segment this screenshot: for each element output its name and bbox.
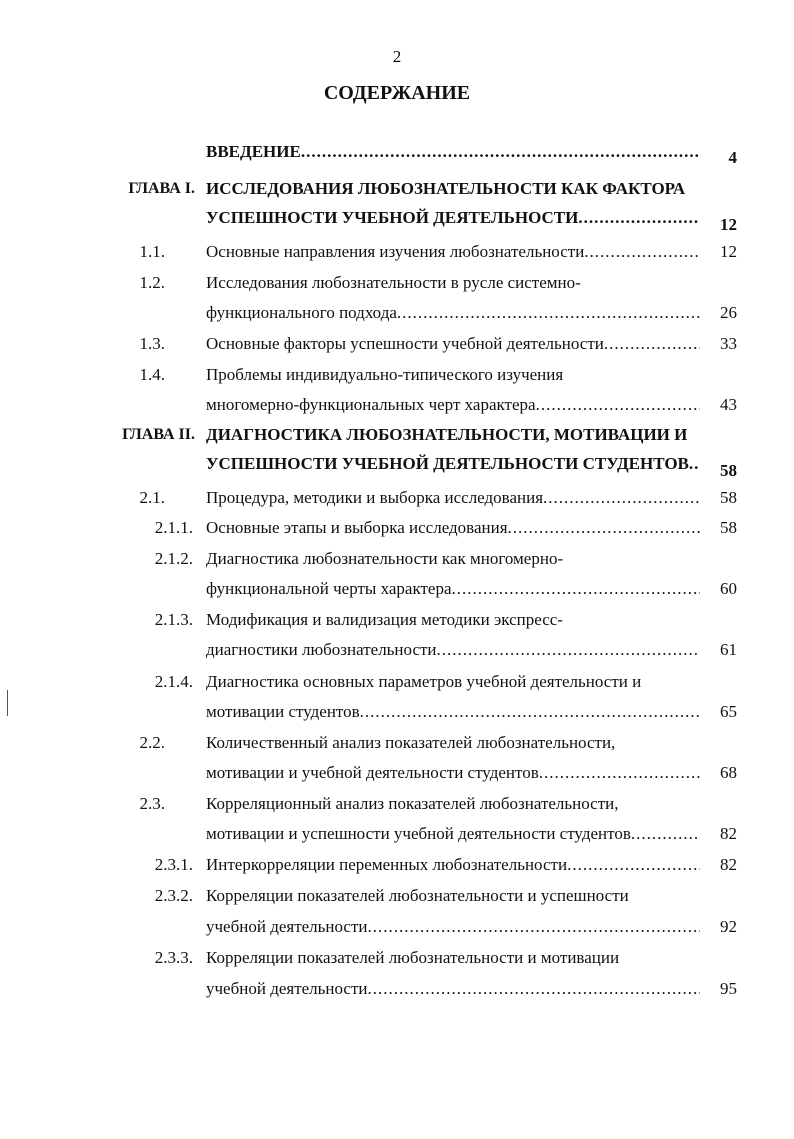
chapter-label: ГЛАВА II. — [122, 426, 195, 443]
chapter-title-line1: ИССЛЕДОВАНИЯ ЛЮБОЗНАТЕЛЬНОСТИ КАК ФАКТОРА — [206, 179, 686, 198]
section-title-line1: Количественный анализ показателей любознательности, — [206, 733, 616, 752]
toc-page-number: 12 — [720, 242, 737, 261]
leader-dots — [539, 759, 700, 787]
section-label: 2.3. — [139, 794, 165, 813]
section-title-line1: Корреляционный анализ показателей любознательности, — [206, 794, 619, 813]
section-title-line2: мотивации и учебной деятельности студентов — [206, 763, 539, 782]
section-label: 1.3. — [139, 334, 165, 353]
toc-entry-2-2-cont — [0, 759, 794, 787]
subsection-label: 2.1.1. — [154, 518, 193, 537]
subsection-title-line2: функциональной черты характера — [206, 579, 452, 598]
section-label: 2.2. — [139, 733, 165, 752]
toc-chapter-1 — [0, 175, 794, 203]
toc-entry-2-3-1 — [0, 851, 794, 879]
subsection-label: 2.1.3. — [154, 610, 193, 629]
toc-entry-text: ВВЕДЕНИЕ — [206, 142, 301, 161]
section-title: Основные факторы успешности учебной деятельности — [206, 334, 604, 353]
leader-dots — [508, 514, 700, 542]
subsection-title-line2: мотивации студентов — [206, 702, 360, 721]
section-title-line1: Проблемы индивидуально-типического изучения — [206, 365, 564, 384]
section-title: Основные направления изучения любознательности — [206, 242, 585, 261]
leader-dots — [689, 450, 700, 478]
chapter-label: ГЛАВА I. — [128, 180, 195, 197]
section-title-line2: функционального подхода — [206, 303, 397, 322]
leader-dots — [543, 484, 700, 512]
leader-dots — [301, 138, 700, 166]
toc-entry-2-1-1 — [0, 514, 794, 542]
leader-dots — [437, 636, 700, 664]
subsection-title: Основные этапы и выборка исследования — [206, 518, 508, 537]
toc-page-number: 82 — [720, 824, 737, 843]
leader-dots — [631, 820, 700, 848]
toc-entry-2-1 — [0, 484, 794, 512]
leader-dots — [452, 575, 700, 603]
page-number: 2 — [392, 47, 402, 66]
toc-page-number: 43 — [720, 395, 737, 414]
toc-entry-1-1 — [0, 238, 794, 266]
section-label: 2.1. — [139, 488, 165, 507]
toc-entry-1-4 — [0, 361, 794, 389]
toc-page-number: 58 — [720, 488, 737, 507]
toc-entry-2-1-4 — [0, 668, 794, 696]
toc-entry-1-3 — [0, 330, 794, 358]
section-label: 1.2. — [139, 273, 165, 292]
subsection-label: 2.3.1. — [154, 855, 193, 874]
toc-entry-1-2-cont — [0, 299, 794, 327]
subsection-title: Интеркорреляции переменных любознательности — [206, 855, 568, 874]
toc-entry-intro — [0, 138, 794, 166]
toc-entry-2-1-4-cont — [0, 698, 794, 726]
chapter-title-line1: ДИАГНОСТИКА ЛЮБОЗНАТЕЛЬНОСТИ, МОТИВАЦИИ И — [206, 425, 688, 444]
toc-page-number: 58 — [720, 461, 737, 480]
section-title-line2: мотивации и успешности учебной деятельности студентов — [206, 824, 631, 843]
chapter-title-line2: УСПЕШНОСТИ УЧЕБНОЙ ДЕЯТЕЛЬНОСТИ — [206, 208, 579, 227]
section-title-line1: Исследования любознательности в русле системно- — [206, 273, 581, 292]
toc-chapter-2 — [0, 421, 794, 449]
subsection-title-line1: Диагностика основных параметров учебной деятельности и — [206, 672, 642, 691]
section-title: Процедура, методики и выборка исследования — [206, 488, 544, 507]
toc-title: СОДЕРЖАНИЕ — [323, 82, 471, 104]
leader-dots — [584, 238, 700, 266]
leader-dots — [360, 698, 700, 726]
toc-entry-2-3-3 — [0, 944, 794, 972]
toc-entry-2-1-3 — [0, 606, 794, 634]
toc-entry-1-2 — [0, 269, 794, 297]
section-label: 1.4. — [139, 365, 165, 384]
chapter-title-line2: УСПЕШНОСТИ УЧЕБНОЙ ДЕЯТЕЛЬНОСТИ СТУДЕНТОВ — [206, 454, 689, 473]
toc-entry-1-4-cont — [0, 391, 794, 419]
subsection-title-line1: Диагностика любознательности как многомерно- — [206, 549, 564, 568]
toc-page-number: 92 — [720, 917, 737, 936]
subsection-label: 2.1.2. — [154, 549, 193, 568]
leader-dots — [567, 851, 700, 879]
toc-entry-2-3-2 — [0, 882, 794, 910]
leader-dots — [368, 913, 700, 941]
section-title-line2: многомерно-функциональных черт характера — [206, 395, 536, 414]
toc-page-number: 58 — [720, 518, 737, 537]
subsection-title-line1: Модификация и валидизация методики экспресс- — [206, 610, 563, 629]
subsection-label: 2.1.4. — [154, 672, 193, 691]
toc-page-number: 68 — [720, 763, 737, 782]
toc-page-number: 26 — [720, 303, 737, 322]
leader-dots — [397, 299, 700, 327]
leader-dots — [578, 204, 700, 232]
toc-page-number: 33 — [720, 334, 737, 353]
toc-page-number: 60 — [720, 579, 737, 598]
leader-dots — [368, 975, 700, 1003]
subsection-title-line1: Корреляции показателей любознательности и мотивации — [206, 948, 620, 967]
subsection-title-line2: учебной деятельности — [206, 979, 368, 998]
toc-entry-2-3-2-cont — [0, 913, 794, 941]
toc-chapter-2-cont — [0, 450, 794, 478]
toc-entry-2-1-2 — [0, 545, 794, 573]
toc-entry-2-2 — [0, 729, 794, 757]
toc-page-number: 12 — [720, 215, 737, 234]
leader-dots — [536, 391, 700, 419]
toc-page-number: 82 — [720, 855, 737, 874]
toc-entry-2-3 — [0, 790, 794, 818]
toc-entry-2-3-3-cont — [0, 975, 794, 1003]
scan-margin-mark — [7, 690, 8, 716]
toc-page-number: 61 — [720, 640, 737, 659]
section-label: 1.1. — [139, 242, 165, 261]
toc-entry-2-1-3-cont — [0, 636, 794, 664]
subsection-title-line2: диагностики любознательности — [206, 640, 437, 659]
toc-page-number: 95 — [720, 979, 737, 998]
subsection-label: 2.3.3. — [154, 948, 193, 967]
toc-page-number: 65 — [720, 702, 737, 721]
toc-entry-2-3-cont — [0, 820, 794, 848]
toc-chapter-1-cont — [0, 204, 794, 232]
leader-dots — [604, 330, 700, 358]
subsection-title-line2: учебной деятельности — [206, 917, 368, 936]
subsection-label: 2.3.2. — [154, 886, 193, 905]
subsection-title-line1: Корреляции показателей любознательности и успешности — [206, 886, 629, 905]
toc-entry-2-1-2-cont — [0, 575, 794, 603]
toc-page-number: 4 — [728, 148, 737, 167]
